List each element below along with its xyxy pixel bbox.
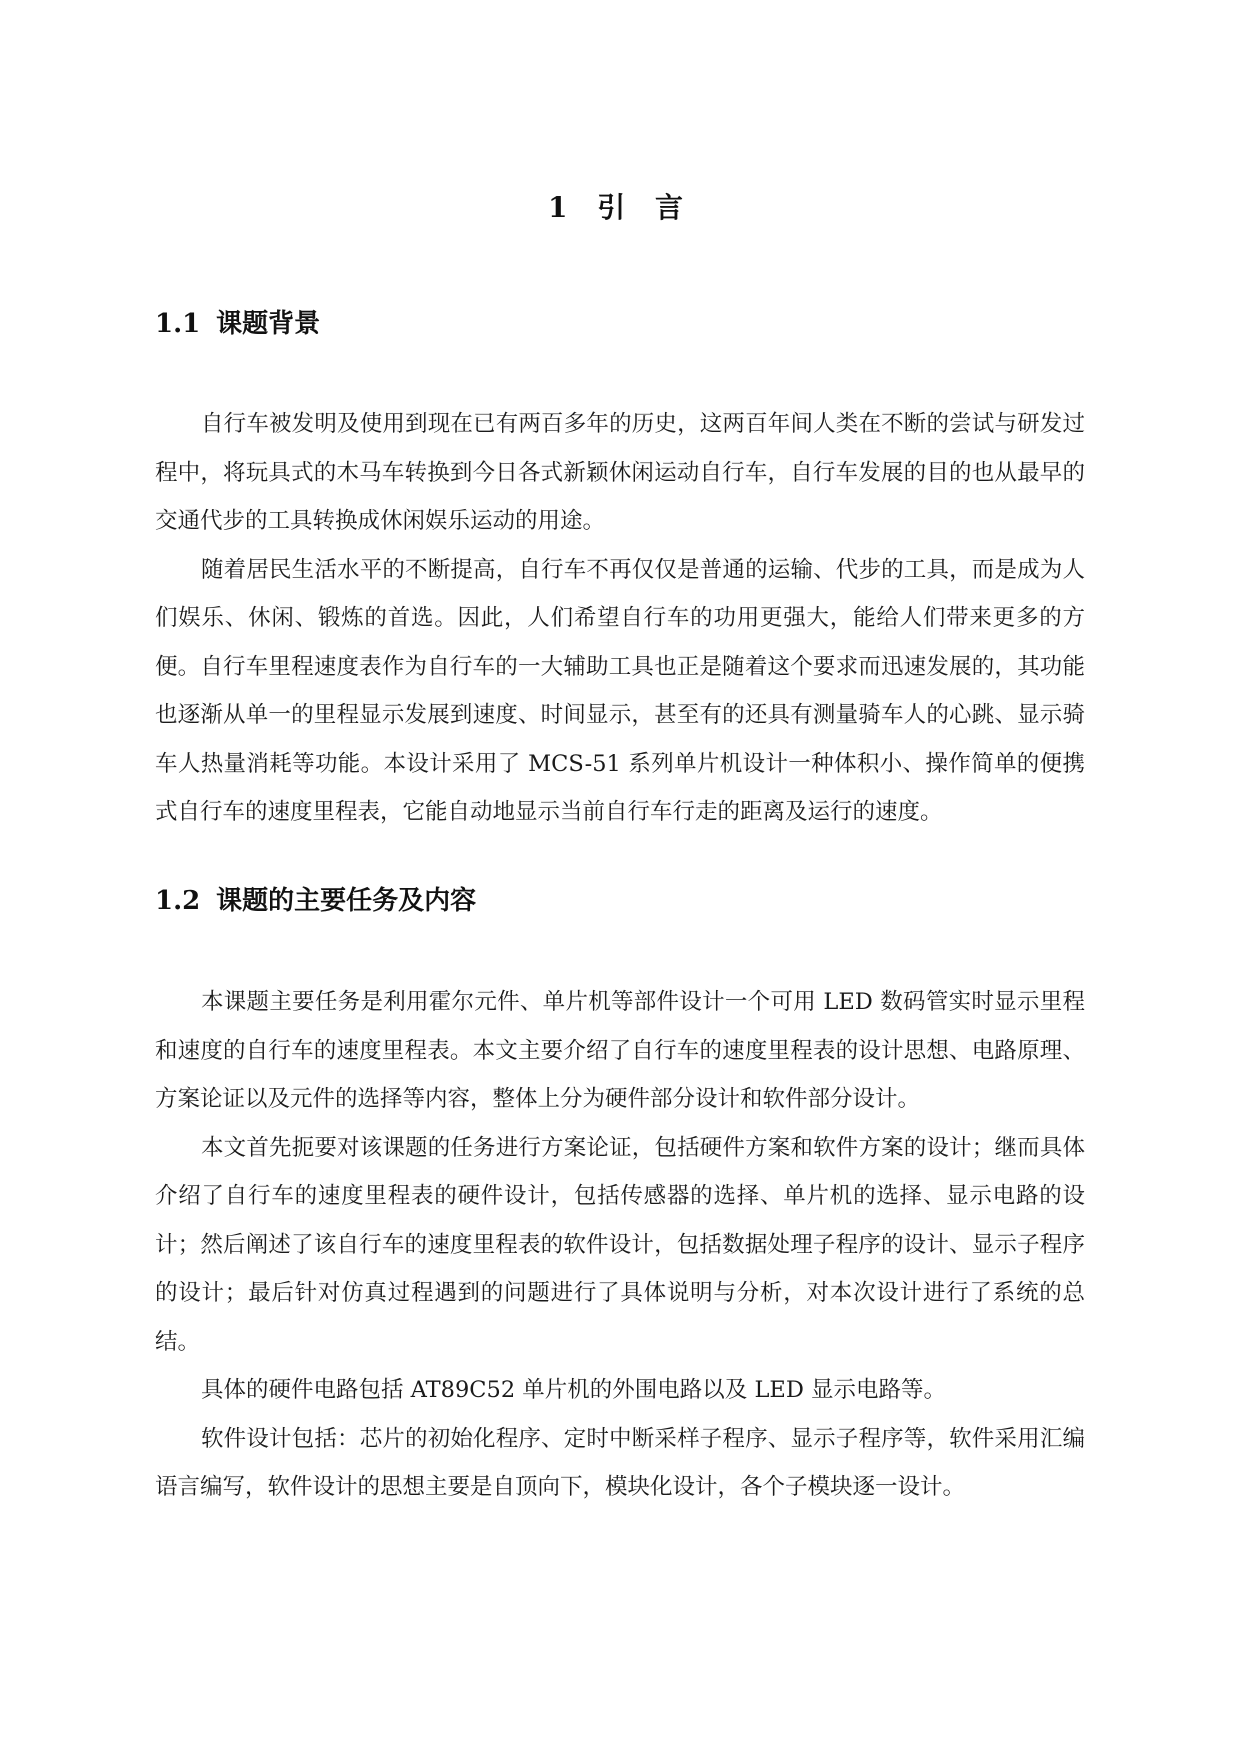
paragraph: 本文首先扼要对该课题的任务进行方案论证，包括硬件方案和软件方案的设计；继而具体介绍了自行车的速度里程表的硬件设计，包括传感器的选择、单片机的选择、显示电路的设计；然后阐述了该自行车的速度里程表的软件设计，包括数据处理子程序的设计、显示子程序的设计；最后针对仿真过程遇到的问题进行了具体说明与分析，对本次设计进行了系统的总结。 <box>155 1134 1085 1355</box>
section-heading-1-2 <box>155 883 476 919</box>
paragraph: 软件设计包括：芯片的初始化程序、定时中断采样子程序、显示子程序等，软件采用汇编语言编写，软件设计的思想主要是自顶向下，模块化设计，各个子模块逐一设计。 <box>155 1425 1085 1500</box>
section-title: 课题的主要任务及内容 <box>216 886 477 916</box>
section-body-1-2 <box>155 978 1085 1512</box>
paragraph: 自行车被发明及使用到现在已有两百多年的历史，这两百年间人类在不断的尝试与研发过程中，将玩具式的木马车转换到今日各式新颖休闲运动自行车，自行车发展的目的也从最早的交通代步的工具转换成休闲娱乐运动的用途。 <box>155 411 1085 534</box>
section-title: 课题背景 <box>216 309 321 339</box>
section-heading-1-1 <box>155 306 320 342</box>
section-body-1-1 <box>155 400 1085 837</box>
paragraph: 本课题主要任务是利用霍尔元件、单片机等部件设计一个可用 LED 数码管实时显示里程和速度的自行车的速度里程表。本文主要介绍了自行车的速度里程表的设计思想、电路原理、方案论证以及元件的选择等内容，整体上分为硬件部分设计和软件部分设计。 <box>155 989 1085 1112</box>
paragraph: 随着居民生活水平的不断提高，自行车不再仅仅是普通的运输、代步的工具，而是成为人们娱乐、休闲、锻炼的首选。因此，人们希望自行车的功用更强大，能给人们带来更多的方便。自行车里程速度表作为自行车的一大辅助工具也正是随着这个要求而迅速发展的，其功能也逐渐从单一的里程显示发展到速度、时间显示，甚至有的还具有测量骑车人的心跳、显示骑车人热量消耗等功能。本设计采用了 MCS-51 系列单片机设计一种体积小、操作简单的便携式自行车的速度里程表，它能自动地显示当前自行车行走的距离及运行的速度。 <box>155 556 1085 825</box>
chapter-title: 1 引 言 <box>548 191 693 224</box>
paragraph: 具体的硬件电路包括 AT89C52 单片机的外围电路以及 LED 显示电路等。 <box>201 1377 947 1403</box>
section-number: 1.1 <box>155 309 201 339</box>
section-number: 1.2 <box>155 886 201 916</box>
